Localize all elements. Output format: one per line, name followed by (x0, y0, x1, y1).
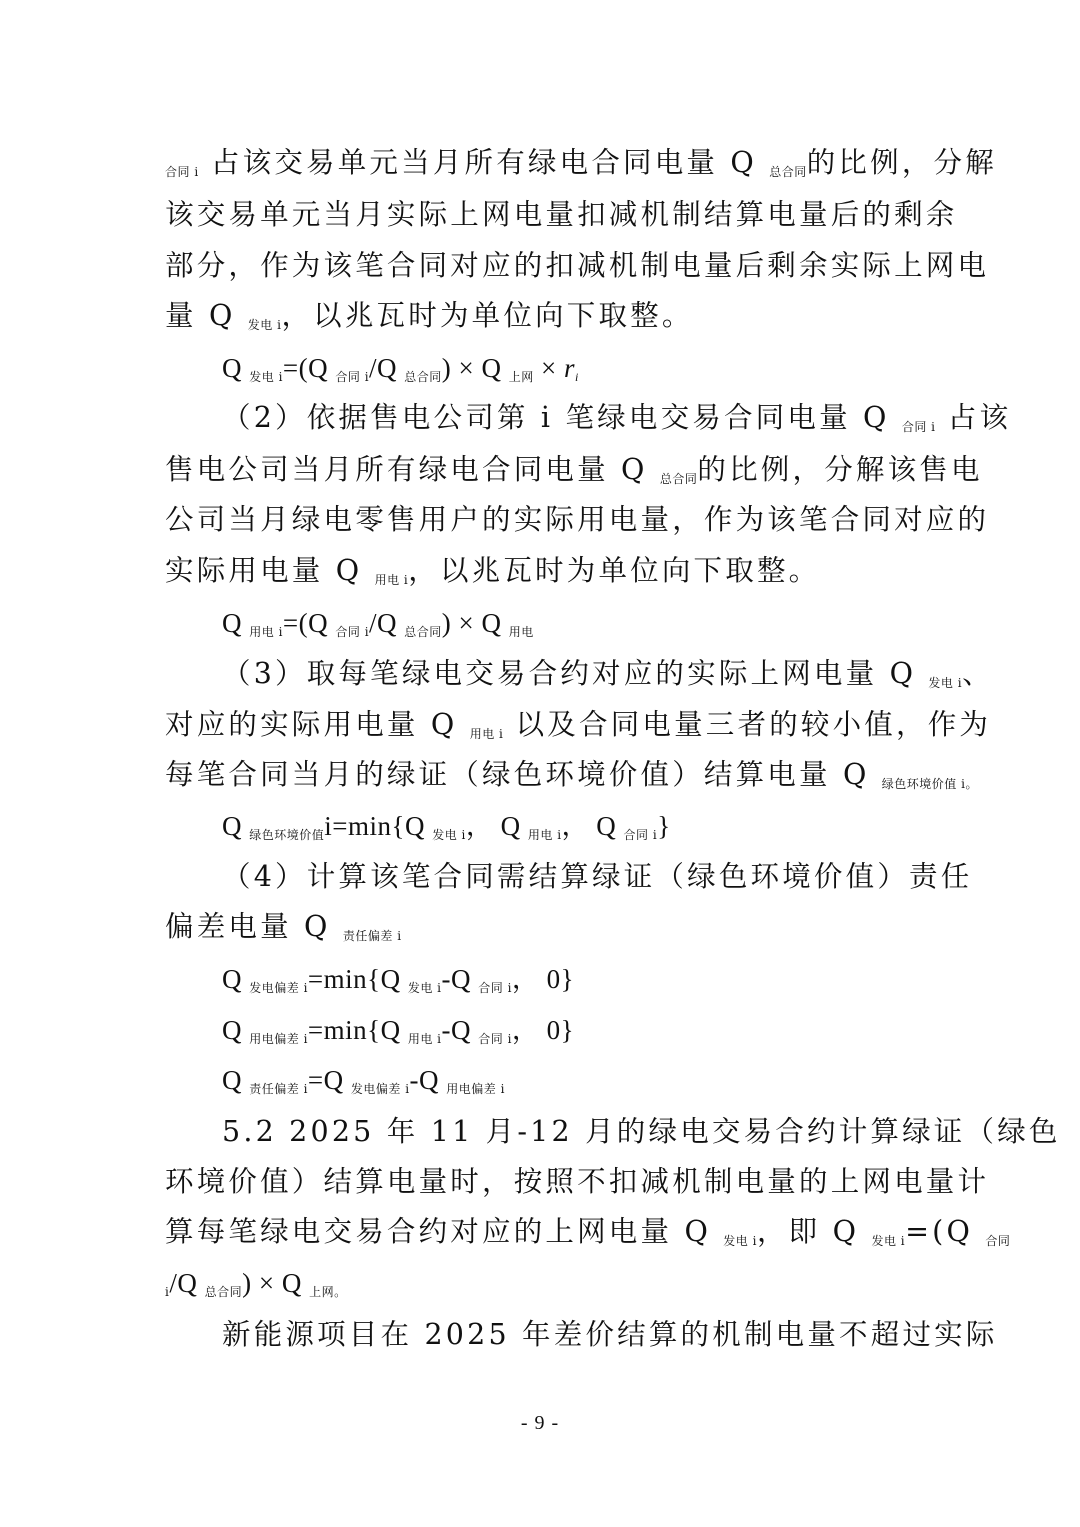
line-text: 的比例，分解 (806, 146, 997, 179)
line-text: 、 (962, 657, 994, 690)
subscript-text: 总合同 (769, 165, 807, 179)
subscript-text: 发电 i (871, 1234, 906, 1248)
text-line (222, 1309, 998, 1361)
line-text: r (564, 353, 576, 383)
line-text: Q (222, 608, 250, 638)
line-text: /Q (369, 353, 405, 383)
text-line (222, 1106, 1061, 1158)
subscript-text: 责任偏差 i (342, 929, 402, 943)
line-text: =(Q (282, 608, 336, 638)
line-text: /Q (369, 608, 405, 638)
subscript-text: 合同 i (623, 828, 658, 842)
line-text: Q (222, 964, 250, 994)
subscript-text: 发电 i (407, 981, 442, 995)
text-line (165, 494, 990, 546)
line-text: 部分，作为该笔合同对应的扣减机制电量后剩余实际上网电 (165, 249, 990, 282)
line-text: 占该交易单元当月所有绿电合同电量 Q (198, 146, 770, 179)
line-text: ， 0} (511, 1015, 575, 1045)
subscript-text: 用电 (508, 625, 534, 639)
formula-line (222, 1054, 922, 1106)
line-text: （2）依据售电公司第 i 笔绿电交易合同电量 Q (222, 401, 902, 434)
line-text: 以及合同电量三者的较小值，作为 (503, 708, 992, 741)
line-text: 的比例，分解该售电 (697, 453, 983, 486)
text-line (165, 545, 915, 597)
text-line (165, 290, 915, 342)
text-line (165, 901, 915, 953)
line-text: 对应的实际用电量 Q (165, 708, 470, 741)
text-line (165, 749, 978, 801)
subscript-text: 用电 i (527, 828, 562, 842)
subscript-text: 用电偏差 i (446, 1082, 505, 1096)
line-text: =Q (307, 1065, 351, 1095)
line-text: } (657, 811, 671, 841)
subscript-text: 总合同 (404, 370, 442, 384)
subscript-text: 发电 i (723, 1234, 757, 1248)
subscript-text: 上网。 (309, 1285, 347, 1299)
text-line (165, 189, 958, 241)
text-line (222, 392, 1012, 444)
formula-line (165, 1257, 915, 1309)
line-text: 5.2 2025 年 11 月-12 月的绿电交易合约计算绿证（绿色 (222, 1115, 1061, 1148)
line-text: =(Q (282, 353, 336, 383)
subscript-text: 发电 i (247, 318, 282, 332)
subscript-text: 用电 i (407, 1032, 442, 1046)
text-line (165, 1206, 1011, 1258)
subscript-text: 发电 i (432, 828, 466, 842)
subscript-text: 用电 i (249, 625, 283, 639)
line-text: 公司当月绿电零售用户的实际用电量，作为该笔合同对应的 (165, 503, 990, 536)
line-text: =min{Q (307, 1015, 408, 1045)
line-text: Q (222, 353, 250, 383)
text-line (222, 648, 994, 700)
line-text: Q (222, 811, 250, 841)
text-line (165, 444, 983, 496)
subscript-text: 用电 i (374, 573, 409, 587)
text-line (165, 699, 992, 751)
subscript-text: 合同 (985, 1234, 1011, 1248)
line-text: Q (222, 1015, 250, 1045)
line-text: × (533, 353, 565, 383)
line-text: -Q (409, 1065, 447, 1095)
line-text: 每笔合同当月的绿证（绿色环境价值）结算电量 Q (165, 758, 882, 791)
line-text: ) × Q (441, 353, 509, 383)
subscript-text: 发电偏差 i (249, 981, 308, 995)
line-text: 实际用电量 Q (165, 554, 375, 587)
line-text: （4）计算该笔合同需结算绿证（绿色环境价值）责任 (222, 860, 973, 893)
line-text: ， Q (561, 811, 624, 841)
formula-line (222, 597, 922, 649)
subscript-text: 总合同 (659, 472, 698, 486)
line-text: -Q (441, 964, 479, 994)
text-line (165, 240, 990, 292)
subscript-text: i (165, 1285, 170, 1299)
subscript-text: 发电 i (928, 676, 963, 690)
line-text: 量 Q (165, 299, 248, 332)
subscript-text: 总合同 (204, 1285, 243, 1299)
text-line (222, 851, 973, 903)
formula-line (222, 342, 922, 394)
line-text: ， 0} (511, 964, 575, 994)
line-text: =(Q (905, 1215, 986, 1248)
subscript-text: 合同 i (478, 1032, 512, 1046)
line-text: 偏差电量 Q (165, 910, 343, 943)
line-text: i=min{Q (324, 811, 433, 841)
subscript-text: 责任偏差 i (249, 1082, 308, 1096)
subscript-text: 绿色环境价值 (249, 828, 325, 842)
page-number: - 9 - (520, 1412, 560, 1434)
line-text: 占该 (935, 401, 1012, 434)
line-text: 售电公司当月所有绿电合同电量 Q (165, 453, 660, 486)
text-line (165, 137, 997, 189)
subscript-text: 合同 i (335, 625, 370, 639)
subscript-text: 合同 i (335, 370, 370, 384)
line-text: 新能源项目在 2025 年差价结算的机制电量不超过实际 (222, 1318, 998, 1351)
line-text: 环境价值）结算电量时，按照不扣减机制电量的上网电量计 (165, 1165, 990, 1198)
subscript-text: 合同 i (901, 420, 936, 434)
line-text: Q (222, 1065, 250, 1095)
line-text: -Q (441, 1015, 479, 1045)
formula-line (222, 800, 922, 852)
line-text: 该交易单元当月实际上网电量扣减机制结算电量后的剩余 (165, 198, 958, 231)
subscript-text: 发电偏差 i (350, 1082, 410, 1096)
formula-line (222, 953, 922, 1005)
subscript-text: 合同 i (165, 165, 199, 179)
subscript-text: 合同 i (478, 981, 512, 995)
subscript-text: 上网 (508, 370, 534, 384)
formula-line (222, 1004, 922, 1056)
line-text: /Q (169, 1268, 205, 1298)
line-text: （3）取每笔绿电交易合约对应的实际上网电量 Q (222, 657, 929, 690)
line-text: ) × Q (441, 608, 509, 638)
subscript-text: 发电 i (249, 370, 283, 384)
line-text: 算每笔绿电交易合约对应的上网电量 Q (165, 1215, 724, 1248)
subscript-text: 总合同 (404, 625, 442, 639)
line-text: ，即 Q (756, 1215, 872, 1248)
line-text: ，以兆瓦时为单位向下取整。 (281, 299, 694, 332)
subscript-text: 用电 i (469, 727, 504, 741)
subscript-text: i (575, 370, 579, 384)
line-text: ，以兆瓦时为单位向下取整。 (408, 554, 821, 587)
subscript-text: 绿色环境价值 i。 (881, 777, 978, 791)
line-text: ) × Q (242, 1268, 310, 1298)
subscript-text: 用电偏差 i (249, 1032, 308, 1046)
line-text: ， Q (465, 811, 528, 841)
text-line (165, 1156, 990, 1208)
line-text: =min{Q (307, 964, 408, 994)
